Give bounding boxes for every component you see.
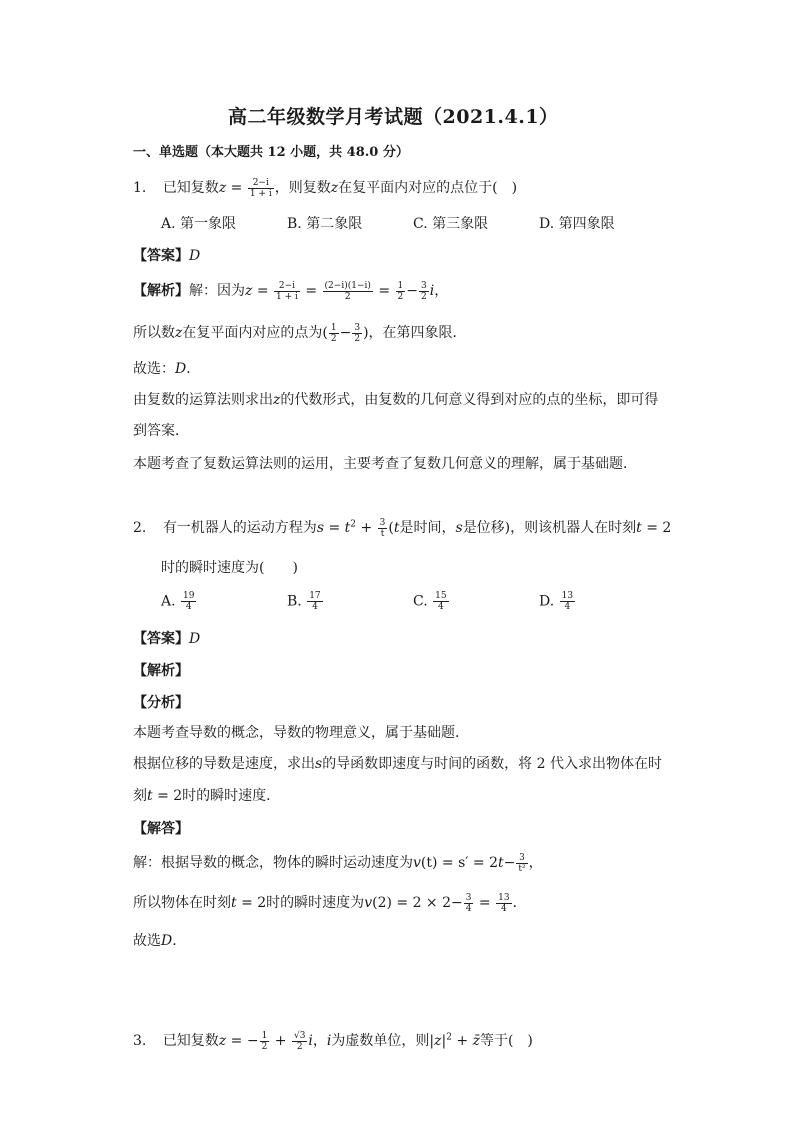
choice-line: 故选：D．: [133, 361, 201, 377]
answer-line: 【答案】D: [133, 631, 201, 647]
solution-line: 解：根据导数的概念，物体的瞬时运动速度为v(t) = s′ = 2t− $\frac{3}{\text{t²}}$ ，: [133, 852, 543, 874]
summary-line: 本题考查了复数运算法则的运用，主要考查了复数几何意义的理解，属于基础题．: [133, 456, 637, 472]
explanation-line: 所以数z在复平面内对应的点为( $\frac{1}{2}$ − $\frac{3}{2}$ )，在第四象限．: [133, 322, 467, 344]
question-number: 2.: [133, 520, 147, 536]
question-number: 1.: [133, 180, 147, 196]
section-heading: 一、单选题（本大题共 12 小题，共 48.0 分）: [133, 145, 409, 160]
option-b: B. 第二象限: [287, 216, 363, 232]
option-d: D. 第四象限: [539, 216, 615, 232]
answer-line: 【答案】D: [133, 248, 201, 264]
page-title: 高二年级数学月考试题（2021.4.1）: [228, 106, 559, 128]
question-2-stem-continued: 时的瞬时速度为( ): [161, 560, 298, 576]
option-b: B. $\frac{17}{4}$: [287, 591, 321, 612]
explanation-line: 刻t = 2时的瞬时速度．: [133, 788, 281, 804]
question-1-stem: 1. 已知复数z = $\frac{2-i}{1 + i}$ ，则复数z在复平面内对应的点位于( ): [133, 177, 518, 199]
option-c: C. $\frac{15}{4}$: [413, 591, 447, 612]
question-number: 3.: [133, 1033, 147, 1049]
option-c: C. 第三象限: [413, 216, 489, 232]
analysis-subheading: 【分析】: [133, 695, 189, 711]
option-d: D. $\frac{13}{4}$: [539, 591, 574, 612]
analysis-heading: 【解析】: [133, 663, 189, 679]
choice-line: 故选D．: [133, 933, 187, 949]
option-a: A. 第一象限: [161, 216, 237, 232]
explanation-line: 到答案．: [133, 423, 189, 439]
explanation-line: 由复数的运算法则求出z的代数形式，由复数的几何意义得到对应的点的坐标，即可得: [133, 392, 659, 408]
question-3-stem: 3. 已知复数z = − $\frac{1}{2}$ + $\frac{√3}{2}$ i，i为虚数单位，则$|z|^2$ + z̄等于( ): [133, 1030, 533, 1052]
solution-line: 所以物体在时刻t = 2时的瞬时速度为v(2) = 2 × 2− $\frac{3}{4}$ = $\frac{13}{4}$ ．: [133, 892, 527, 914]
option-a: A. $\frac{19}{4}$: [161, 591, 195, 612]
solution-heading: 【解答】: [133, 821, 189, 837]
explanation-line: 根据位移的导数是速度，求出s的导函数即速度与时间的函数，将 2 代入求出物体在时: [133, 756, 662, 772]
explanation-line: 本题考查导数的概念，导数的物理意义，属于基础题．: [133, 725, 469, 741]
analysis-line: 【解析】解：因为z = $\frac{2-i}{1 + i}$ = $\frac{(2-i)(1-i)}{2}$ = $\frac{1}{2}$ − $\frac{3}{2}$ i，: [133, 280, 449, 302]
question-2-stem: 2. 有一机器人的运动方程为$s = t^2$ + $\frac{3}{t}$ (t是时间，s是位移)，则该机器人在时刻t = 2: [133, 517, 672, 539]
fraction: $\frac{2-i}{1 + i}$: [249, 177, 272, 199]
